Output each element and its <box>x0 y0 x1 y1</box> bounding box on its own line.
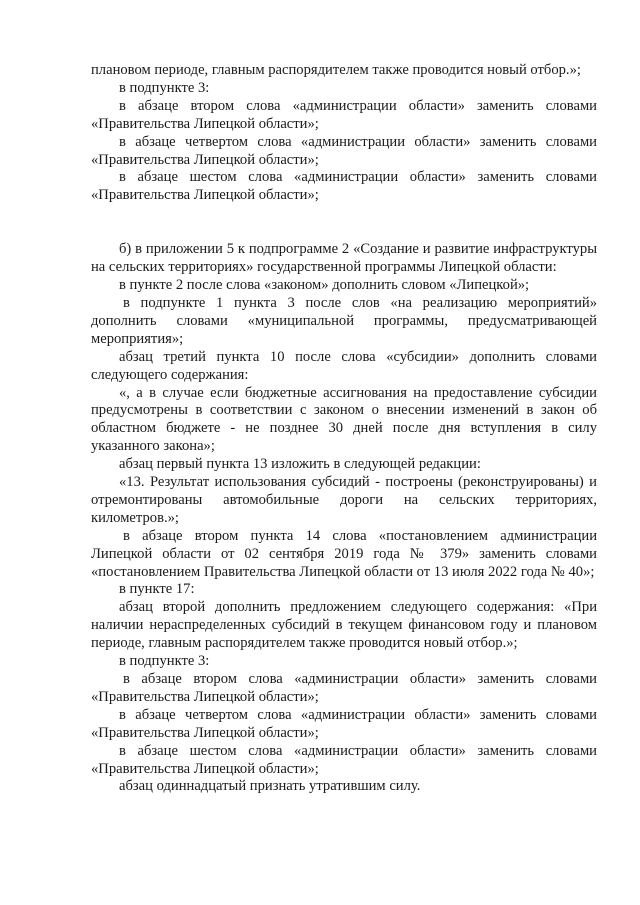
paragraph: в абзаце втором пункта 14 слова «постановлением администрации Липецкой области от 02 сентября 2019 года № 379» заменить словами «постановлением Правительства Липецкой области от 13 июля 2022 года № 40»; <box>91 527 597 580</box>
paragraph: в абзаце шестом слова «администрации области» заменить словами «Правительства Липецкой области»; <box>91 169 597 204</box>
paragraph: в подпункте 3: <box>119 79 210 96</box>
paragraph: плановом периоде, главным распорядителем также проводится новый отбор.»; <box>91 62 581 78</box>
paragraph: «, а в случае если бюджетные ассигнования на предоставление субсидии предусмотрены в соответствии с законом о внесении изменений в закон об областном бюджете - не позднее 30 дней после дня вступления в силу указанного закона»; <box>91 384 597 455</box>
paragraph: в абзаце втором слова «администрации области» заменить словами «Правительства Липецкой области»; <box>91 671 597 705</box>
section-heading-paragraph: б) в приложении 5 к подпрограмме 2 «Создание и развитие инфраструктуры на сельских территориях» государственной программы Липецкой области: <box>91 241 597 276</box>
paragraph: в подпункте 3: <box>119 653 210 670</box>
paragraph: в абзаце втором слова «администрации области» заменить словами «Правительства Липецкой области»; <box>91 97 597 132</box>
paragraph: в абзаце четвертом слова «администрации области» заменить словами «Правительства Липецкой области»; <box>91 133 597 168</box>
paragraph: абзац второй дополнить предложением следующего содержания: «При наличии нераспределенных субсидий в текущем финансовом году и плановом периоде, главным распорядителем также проводится новый отбор.»; <box>91 599 597 652</box>
paragraph: абзац одиннадцатый признать утратившим силу. <box>119 778 421 795</box>
paragraph: абзац первый пункта 13 изложить в следующей редакции: <box>119 456 481 473</box>
section-gap <box>91 205 597 241</box>
paragraph: в подпункте 1 пункта 3 после слов «на реализацию мероприятий» дополнить словами «муниципальной программы, предусматривающей мероприятия»; <box>91 294 597 347</box>
paragraph: в пункте 2 после слова «законом» дополнить словом «Липецкой»; <box>119 277 530 294</box>
paragraph: абзац третий пункта 10 после слова «субсидии» дополнить словами следующего содержания: <box>91 348 597 383</box>
paragraph: в пункте 17: <box>119 581 195 598</box>
paragraph: в абзаце четвертом слова «администрации области» заменить словами «Правительства Липецкой области»; <box>91 706 597 741</box>
document-body <box>91 62 597 796</box>
paragraph: «13. Результат использования субсидий - построены (реконструированы) и отремонтированы автомобильные дороги на сельских территориях, километров.»; <box>91 474 597 526</box>
paragraph: в абзаце шестом слова «администрации области» заменить словами «Правительства Липецкой области»; <box>91 742 597 777</box>
